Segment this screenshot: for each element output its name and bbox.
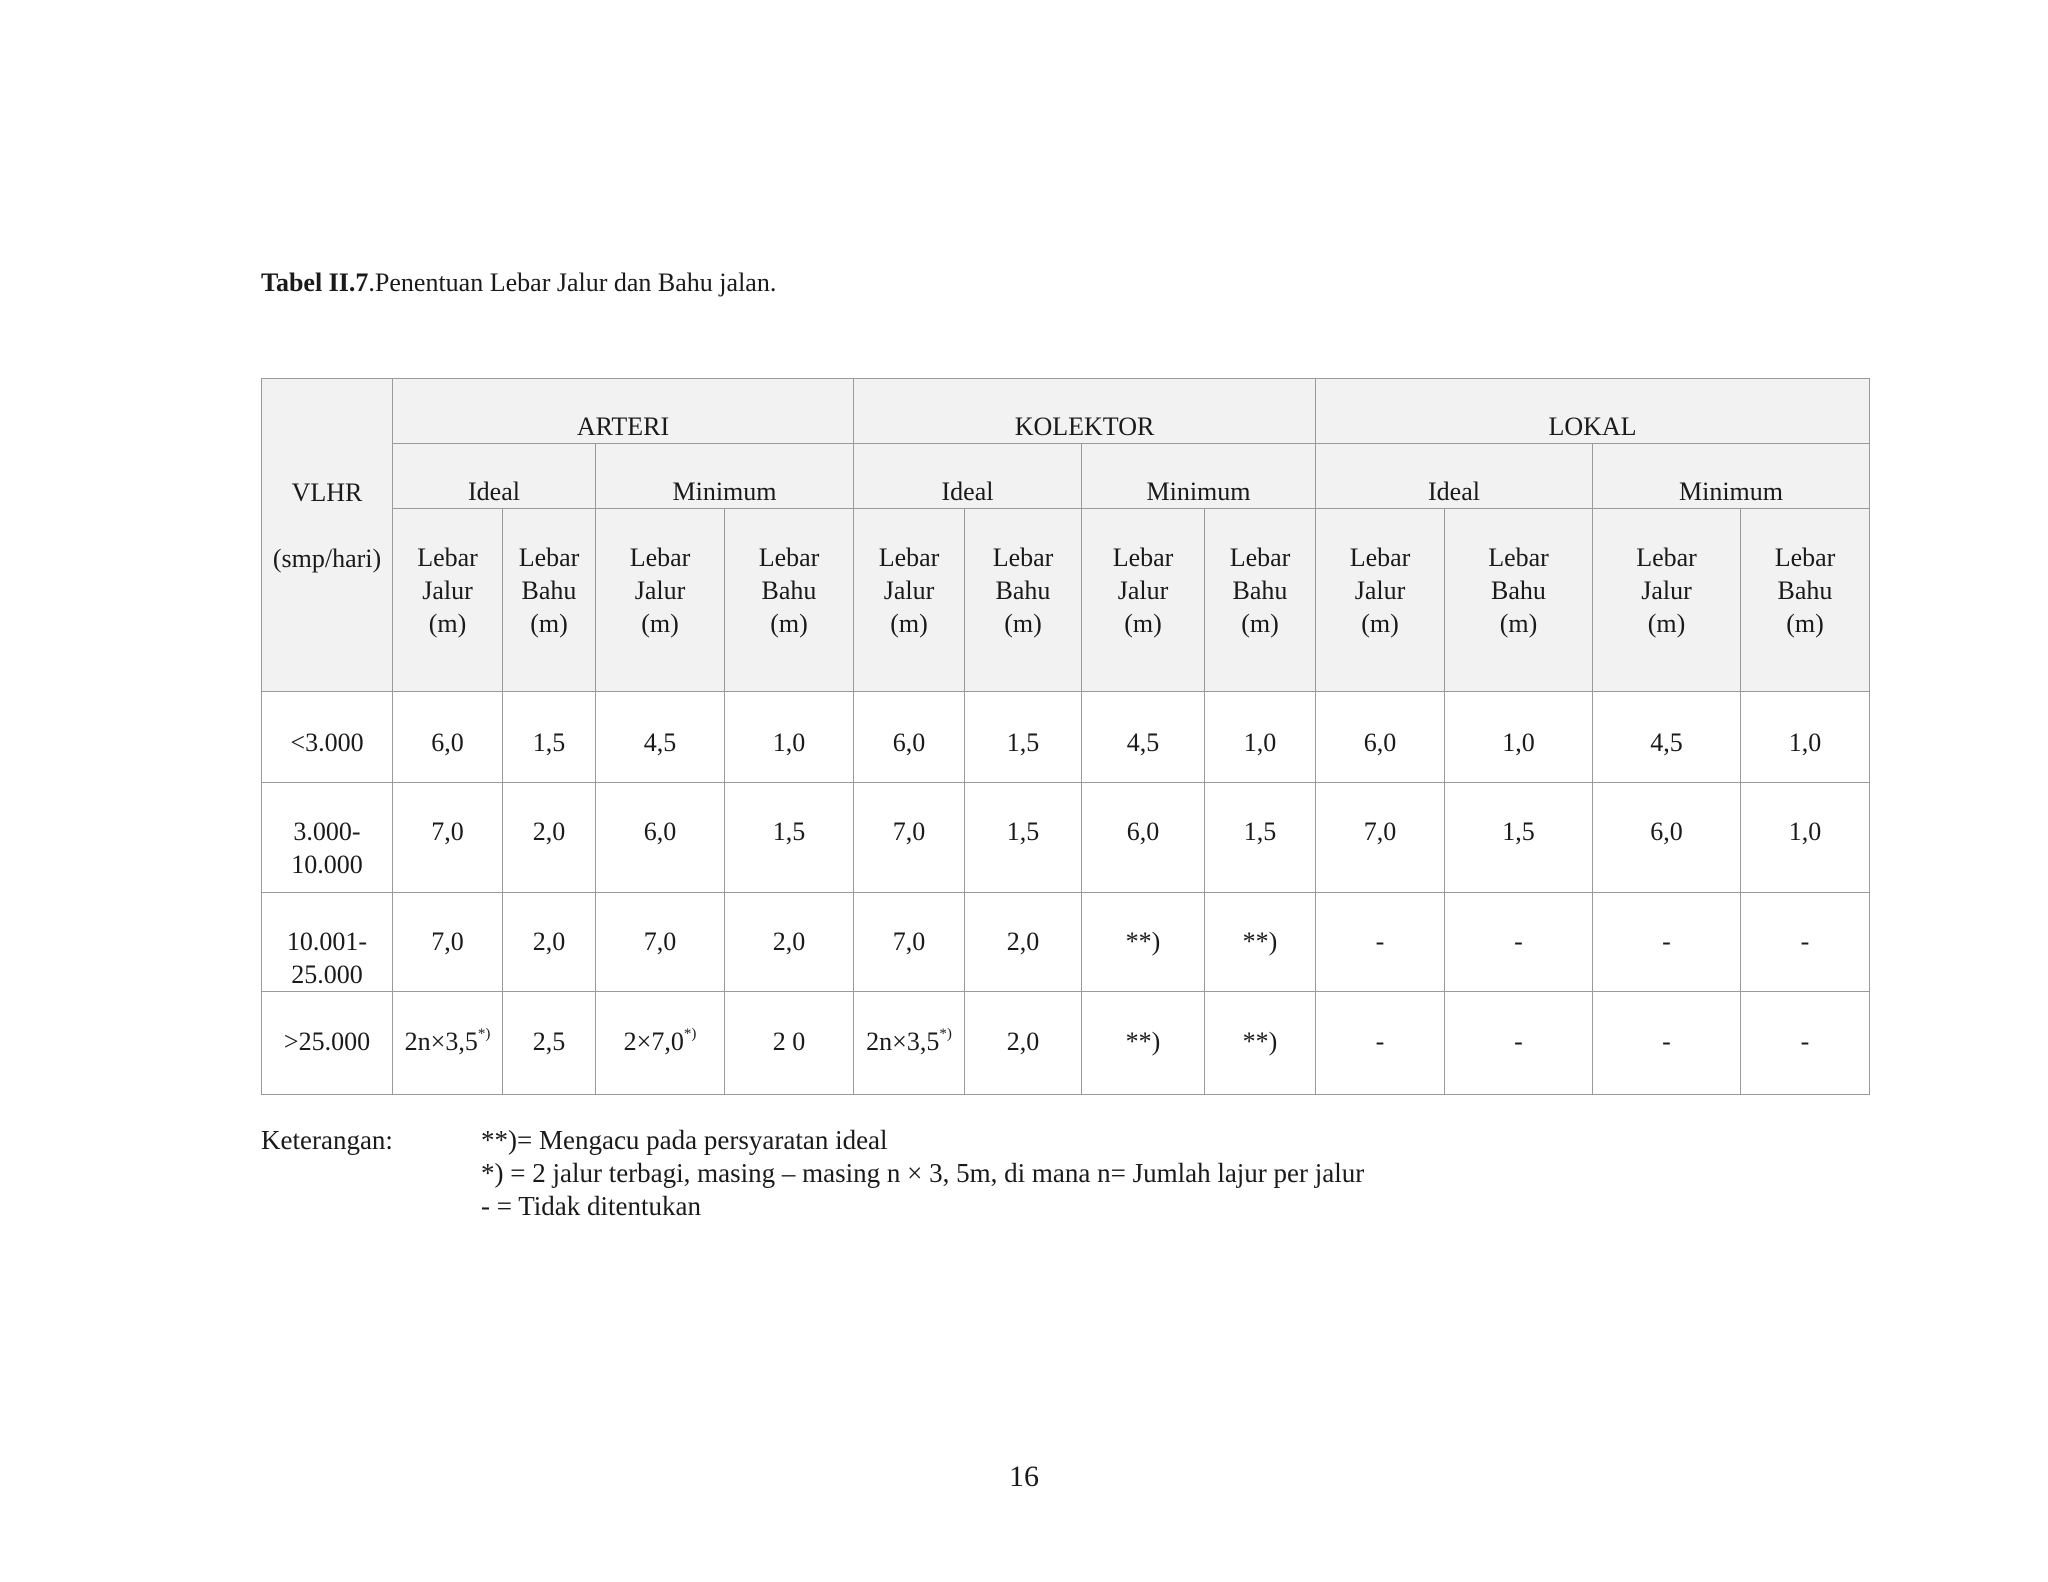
column-header-line: (m) <box>641 609 679 638</box>
column-header-line: Bahu <box>521 576 577 605</box>
column-header <box>1316 509 1445 692</box>
table-cell <box>393 783 503 893</box>
column-header <box>503 509 596 692</box>
table-cell <box>1205 783 1316 893</box>
table-cell <box>965 893 1082 992</box>
row-label-line: 3.000- <box>293 817 361 846</box>
table-cell <box>1593 692 1741 783</box>
subgroup-header: Minimum <box>1082 444 1316 509</box>
cell-value: - <box>1375 1027 1385 1056</box>
table-cell <box>596 783 725 893</box>
row-label <box>262 783 393 893</box>
cell-value: 1,0 <box>772 728 806 757</box>
cell-value: 1,0 <box>1788 728 1822 757</box>
cell-value: 1,5 <box>532 728 566 757</box>
row-label-line: <3.000 <box>290 728 364 757</box>
table-row <box>262 992 1870 1095</box>
column-header <box>1741 509 1870 692</box>
column-header-line: Jalur <box>634 576 686 605</box>
cell-value: 6,0 <box>1650 817 1683 846</box>
cell-value: 6,0 <box>1126 817 1160 846</box>
row-label-line: 25.000 <box>291 960 363 989</box>
table-cell <box>1741 783 1870 893</box>
vlhr-unit: (smp/hari) <box>272 544 382 573</box>
cell-value: **) <box>1125 1027 1161 1056</box>
subgroup-header: Minimum <box>1593 444 1870 509</box>
cell-value: 7,0 <box>892 817 926 846</box>
cell-value: 4,5 <box>1126 728 1160 757</box>
cell-value: 1,0 <box>1788 817 1822 846</box>
table-cell <box>393 992 503 1095</box>
column-header-line: (m) <box>1499 609 1538 638</box>
cell-value: 2,0 <box>1006 927 1040 956</box>
cell-value: 4,5 <box>643 728 677 757</box>
table-cell <box>1205 692 1316 783</box>
row-label-line: 10.001- <box>286 927 368 956</box>
column-header-line: Lebar <box>1636 543 1697 572</box>
row-label-line: >25.000 <box>283 1027 371 1056</box>
column-header-line: (m) <box>1786 609 1824 638</box>
cell-value: 7,0 <box>1363 817 1397 846</box>
column-header <box>1445 509 1593 692</box>
table-cell <box>503 992 596 1095</box>
column-header <box>1593 509 1741 692</box>
column-header-line: Lebar <box>1349 543 1411 572</box>
table-cell <box>1205 893 1316 992</box>
table-cell <box>854 992 965 1095</box>
vlhr-header <box>262 379 393 692</box>
column-header-line: (m) <box>1004 609 1042 638</box>
caption-bold: Tabel II.7 <box>261 268 369 297</box>
table-cell <box>725 692 854 783</box>
column-header-line: (m) <box>1647 609 1686 638</box>
subgroup-header: Ideal <box>393 444 596 509</box>
note-line: **)= Mengacu pada persyaratan ideal <box>481 1125 888 1155</box>
table-caption <box>261 266 776 300</box>
group-header-lokal: LOKAL <box>1316 379 1870 444</box>
column-header-line: Lebar <box>1774 543 1836 572</box>
column-header-line: (m) <box>890 609 928 638</box>
note-line: - = Tidak ditentukan <box>481 1191 701 1221</box>
cell-value: - <box>1375 927 1385 956</box>
cell-value: 6,0 <box>1363 728 1397 757</box>
column-header-line: Lebar <box>1229 543 1291 572</box>
table-cell <box>725 992 854 1095</box>
table-row <box>262 893 1870 992</box>
table-cell <box>965 692 1082 783</box>
table-row <box>262 783 1870 893</box>
column-header-line: Lebar <box>518 543 580 572</box>
cell-value: 2,0 <box>532 817 566 846</box>
column-header-line: Jalur <box>883 576 935 605</box>
cell-value: 4,5 <box>1650 728 1683 757</box>
table-cell <box>1316 783 1445 893</box>
table-cell <box>1445 992 1593 1095</box>
caption-text: .Penentuan Lebar Jalur dan Bahu jalan. <box>368 268 777 297</box>
column-header-line: Bahu <box>1232 576 1288 605</box>
cell-value: **) <box>1125 927 1161 956</box>
table-cell <box>596 692 725 783</box>
cell-value: 1,5 <box>1006 728 1040 757</box>
cell-value: - <box>1800 927 1810 956</box>
vlhr-label: VLHR <box>291 478 363 507</box>
footnote-mark: *) <box>683 1026 697 1042</box>
table-cell <box>503 783 596 893</box>
cell-value: 7,0 <box>431 817 464 846</box>
table-cell <box>1741 893 1870 992</box>
column-header-line: Bahu <box>1491 576 1546 605</box>
table-cell <box>854 893 965 992</box>
table-cell <box>965 783 1082 893</box>
table-cell <box>854 692 965 783</box>
table-cell <box>1593 992 1741 1095</box>
cell-value: 2,0 <box>532 927 566 956</box>
column-header <box>1205 509 1316 692</box>
table-cell <box>725 783 854 893</box>
column-header-line: (m) <box>1361 609 1399 638</box>
column-header-line: Jalur <box>1117 576 1169 605</box>
cell-value: 7,0 <box>431 927 464 956</box>
cell-value: 7,0 <box>892 927 926 956</box>
subgroup-header: Ideal <box>854 444 1082 509</box>
cell-value: 2×7,0 <box>623 1027 684 1056</box>
table-cell <box>1316 692 1445 783</box>
table-cell <box>1082 893 1205 992</box>
table-cell <box>854 783 965 893</box>
cell-value: - <box>1662 1027 1671 1056</box>
table-row <box>262 692 1870 783</box>
cell-value: 6,0 <box>892 728 926 757</box>
cell-value: 2 0 <box>772 1027 806 1056</box>
column-header-line: Lebar <box>1112 543 1174 572</box>
table-cell <box>965 992 1082 1095</box>
column-header-line: Lebar <box>758 543 820 572</box>
cell-value: 1,5 <box>1006 817 1040 846</box>
subgroup-header: Ideal <box>1316 444 1593 509</box>
column-header-line: Lebar <box>417 543 478 572</box>
column-header-line: Jalur <box>1641 576 1692 605</box>
cell-value: 1,5 <box>1502 817 1535 846</box>
column-header-line: Bahu <box>761 576 817 605</box>
table-cell <box>393 893 503 992</box>
group-header-kolektor: KOLEKTOR <box>854 379 1316 444</box>
column-header-line: Bahu <box>1777 576 1833 605</box>
note-line: *) = 2 jalur terbagi, masing – masing n × 3, 5m, di mana n= Jumlah lajur per jalur <box>481 1158 1365 1188</box>
column-header-line: (m) <box>1241 609 1279 638</box>
footnote-mark: *) <box>939 1026 952 1042</box>
column-header-line: Lebar <box>1488 543 1549 572</box>
table-cell <box>1316 992 1445 1095</box>
column-header-line: Lebar <box>878 543 940 572</box>
row-label <box>262 992 393 1095</box>
column-header-line: Lebar <box>992 543 1054 572</box>
row-label <box>262 893 393 992</box>
column-header <box>596 509 725 692</box>
table-cell <box>1445 783 1593 893</box>
cell-value: 1,0 <box>1243 728 1277 757</box>
table-cell <box>503 692 596 783</box>
table-cell <box>725 893 854 992</box>
column-header-line: Jalur <box>422 576 473 605</box>
table-cell <box>393 692 503 783</box>
table-cell <box>503 893 596 992</box>
cell-value: - <box>1514 1027 1523 1056</box>
cell-value: 1,0 <box>1502 728 1535 757</box>
cell-value: 2,0 <box>1006 1027 1040 1056</box>
column-header-line: (m) <box>530 609 568 638</box>
table-cell <box>1445 692 1593 783</box>
row-label-line: 10.000 <box>291 850 363 879</box>
cell-value: 1,5 <box>772 817 806 846</box>
subgroup-header: Minimum <box>596 444 854 509</box>
column-header <box>725 509 854 692</box>
column-header <box>854 509 965 692</box>
table-cell <box>1593 783 1741 893</box>
column-header-line: (m) <box>1124 609 1162 638</box>
row-label <box>262 692 393 783</box>
table-cell <box>1593 893 1741 992</box>
column-header-line: (m) <box>770 609 808 638</box>
column-header <box>965 509 1082 692</box>
table-cell <box>1205 992 1316 1095</box>
table-cell <box>1082 783 1205 893</box>
table-cell <box>1082 692 1205 783</box>
lane-width-table <box>261 378 1870 1095</box>
cell-value: 2n×3,5 <box>404 1027 478 1056</box>
cell-value: 2,0 <box>772 927 806 956</box>
cell-value: 7,0 <box>643 927 677 956</box>
column-header-line: (m) <box>428 609 467 638</box>
cell-value: - <box>1514 927 1523 956</box>
cell-value: 6,0 <box>431 728 464 757</box>
column-header <box>1082 509 1205 692</box>
cell-value: 2n×3,5 <box>866 1027 940 1056</box>
column-header-line: Bahu <box>995 576 1051 605</box>
table-cell <box>1082 992 1205 1095</box>
table-cell <box>1741 692 1870 783</box>
table-cell <box>1316 893 1445 992</box>
cell-value: 2,5 <box>532 1027 566 1056</box>
notes-label: Keterangan: <box>261 1125 393 1155</box>
column-header-line: Jalur <box>1354 576 1406 605</box>
table-cell <box>1741 992 1870 1095</box>
page-number: 16 <box>1009 1460 1039 1493</box>
cell-value: 6,0 <box>643 817 677 846</box>
table-cell <box>596 992 725 1095</box>
cell-value: 1,5 <box>1243 817 1277 846</box>
cell-value: **) <box>1242 1027 1278 1056</box>
cell-value: **) <box>1242 927 1278 956</box>
notes-lines <box>481 1124 1364 1223</box>
column-header-line: Lebar <box>629 543 691 572</box>
footnote-mark: *) <box>477 1026 491 1042</box>
cell-value: - <box>1662 927 1671 956</box>
group-header-arteri: ARTERI <box>393 379 854 444</box>
table-cell <box>596 893 725 992</box>
table-cell <box>1445 893 1593 992</box>
column-header <box>393 509 503 692</box>
cell-value: - <box>1800 1027 1810 1056</box>
